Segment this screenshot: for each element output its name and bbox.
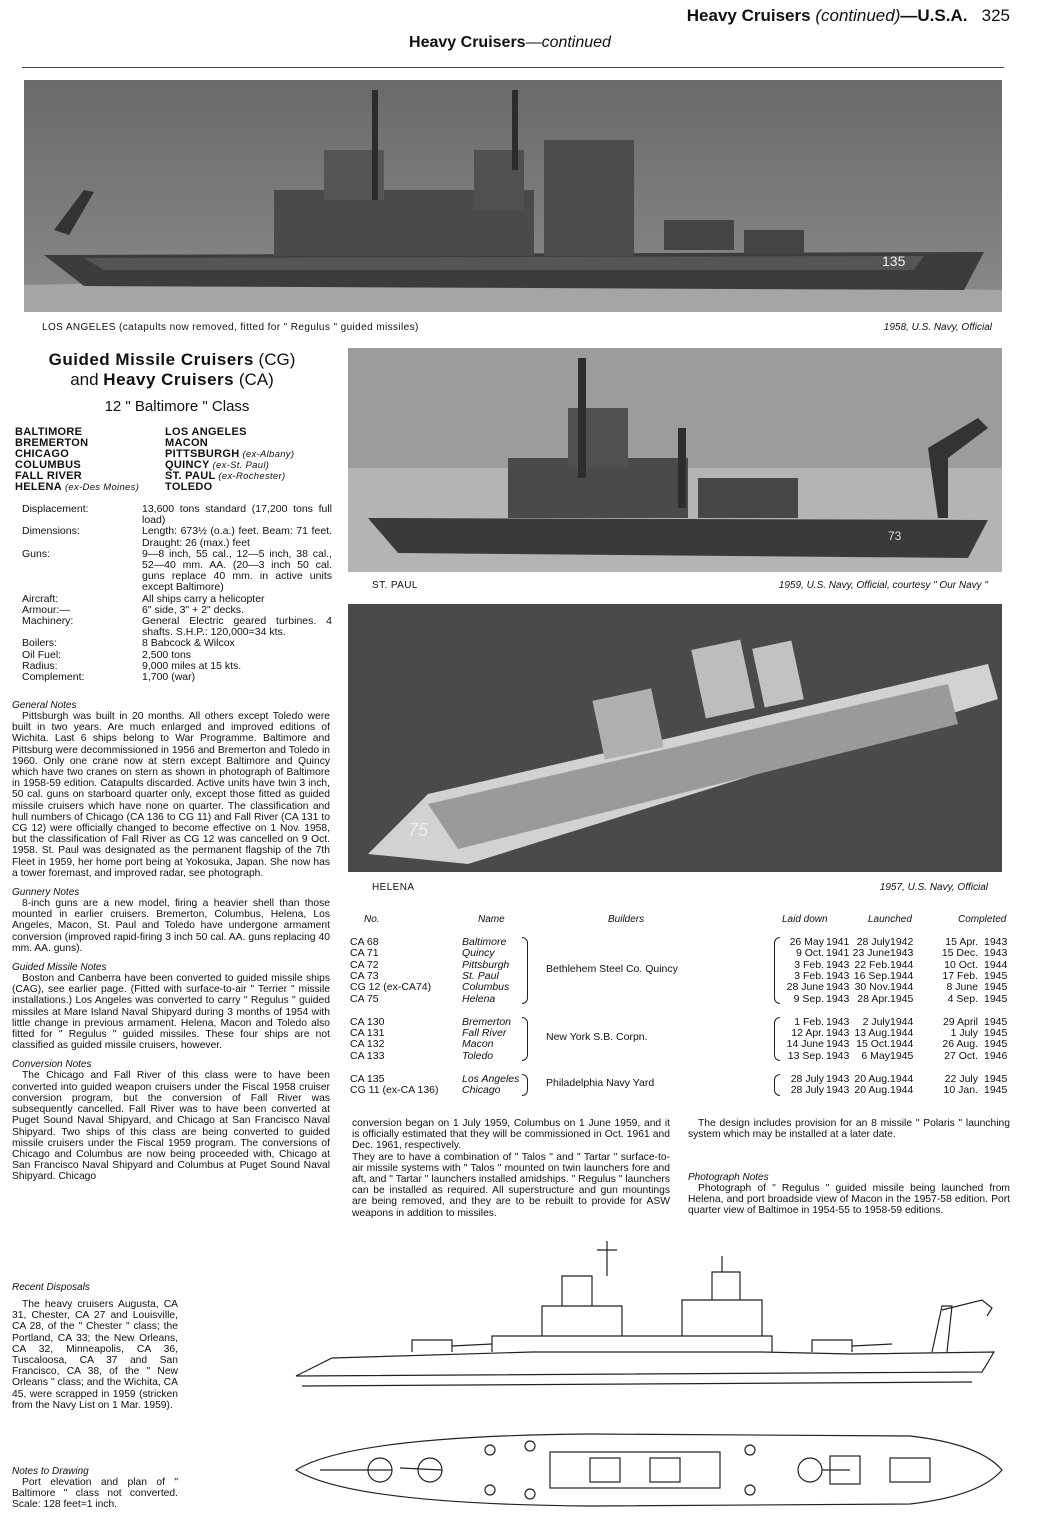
row-number: CA 133 xyxy=(350,1049,385,1062)
spec-machinery: Machinery: General Electric geared turbines. 4 shafts. S.H.P.: 120,000=34 kts. xyxy=(22,615,332,639)
col-header-launched: Launched xyxy=(868,914,912,925)
table-row xyxy=(350,1038,1015,1049)
row-laid-down-year: 1943 xyxy=(826,958,850,971)
row-builder: Philadelphia Navy Yard xyxy=(546,1077,655,1090)
general-notes-heading: General Notes xyxy=(12,700,77,711)
row-launched-year: 1944 xyxy=(890,1015,914,1028)
row-laid-down-year: 1943 xyxy=(826,1015,850,1028)
ship-name: MACON xyxy=(165,437,209,449)
running-head xyxy=(687,6,1010,26)
table-row xyxy=(350,1016,1015,1027)
col-header-laid-down: Laid down xyxy=(782,914,828,925)
row-ship-name: Baltimore xyxy=(462,936,507,948)
row-launched: 30 Nov. xyxy=(854,981,890,994)
row-number: CA 72 xyxy=(350,958,379,971)
builder-brace xyxy=(522,1074,528,1096)
row-number: CA 75 xyxy=(350,992,379,1005)
row-completed-year: 1943 xyxy=(984,936,1008,948)
ship-names-left xyxy=(15,427,165,493)
row-ship-name: Chicago xyxy=(462,1084,501,1097)
recent-disposals xyxy=(12,1282,178,1411)
row-completed-year: 1945 xyxy=(984,969,1008,982)
row-ship-name: Quincy xyxy=(462,947,495,960)
class-name: 12 " Baltimore " Class xyxy=(104,398,250,415)
recent-disposals-heading: Recent Disposals xyxy=(12,1282,90,1293)
spec-displacement: Displacement: 13,600 tons standard (17,200 tons full load) xyxy=(22,503,332,527)
row-launched-year: 1944 xyxy=(890,981,914,994)
row-launched: 2 July xyxy=(862,1015,890,1028)
row-launched-year: 1944 xyxy=(890,958,914,971)
ship-name: LOS ANGELES xyxy=(165,426,247,438)
row-completed-year: 1945 xyxy=(984,1027,1008,1040)
class-heading: Guided Missile Cruisers (CG) and Heavy Cruisers (CA) xyxy=(48,350,296,389)
photograph-notes xyxy=(688,1172,1010,1217)
row-ship-name: St. Paul xyxy=(462,969,499,982)
col-header-name: Name xyxy=(478,914,505,925)
row-laid-down-year: 1943 xyxy=(826,992,850,1005)
missile-notes: Boston and Canberra have been converted to guided missile ships (CAG), see earlier page. (Fitted with surface-to-air " Terrier " missile installations.) Los Angeles was converted to carry " Regulus " guided missiles at Mare Island Naval Shipyard during 3 months of 1954 with little change in previous armament. Helena, Macon and Toledo also fitted for " Regulus " guided missiles. These four ships are not classified as guided missile cruisers, however. xyxy=(12,973,330,1052)
row-launched: 6 May xyxy=(861,1049,890,1062)
drawing-plan xyxy=(290,1420,1006,1520)
col-header-no: No. xyxy=(364,914,380,925)
running-title-continued: (continued) xyxy=(815,6,901,25)
row-launched-year: 1943 xyxy=(890,947,914,960)
row-laid-down-year: 1943 xyxy=(826,1038,850,1051)
table-row xyxy=(350,1073,1015,1084)
ship-plan-drawing xyxy=(290,1420,1006,1520)
row-laid-down: 9 Oct. xyxy=(795,947,824,960)
row-launched: 28 Apr. xyxy=(857,992,890,1005)
caption-helena: HELENA xyxy=(372,882,415,893)
row-laid-down: 26 May xyxy=(789,936,824,948)
page-title: Heavy Cruisers—continued xyxy=(409,34,611,51)
row-ship-name: Columbus xyxy=(462,981,510,994)
row-laid-down: 28 June xyxy=(786,981,824,994)
spec-radius: Radius: 9,000 miles at 15 kts. xyxy=(22,659,242,672)
row-launched: 20 Aug. xyxy=(854,1084,890,1097)
ship-photo-los-angeles xyxy=(24,80,1002,312)
ship-photo-st-paul xyxy=(348,348,1002,572)
row-ship-name: Bremerton xyxy=(462,1015,512,1028)
specifications xyxy=(22,504,332,683)
polaris-design-note: The design includes provision for an 8 missile " Polaris " launching system which may be installed at a later date. xyxy=(688,1118,1010,1141)
table-row xyxy=(350,947,1015,958)
row-completed-year: 1945 xyxy=(984,1015,1008,1028)
spec-dimensions: Dimensions: Length: 673½ (o.a.) feet. Beam: 71 feet. Draught: 26 (max.) feet xyxy=(22,525,332,549)
col-header-builders: Builders xyxy=(608,914,645,925)
row-completed: 15 Dec. xyxy=(941,947,978,960)
ship-name: BALTIMORE xyxy=(15,426,83,438)
general-notes: Pittsburgh was built in 20 months. All others except Toledo were built in two years. Are much enlarged and improved editions of Wichita. Last 6 ships belong to War Programme. Baltimore and Pittsburg were decommissioned in 1956 and Bremerton and Toledo in 1960. Only one crane now at stern except Baltimore and Quincy which have two cranes on stern as shown in photograph of Baltimore in 1958-59 edition. Catapults discarded. Active units have twin 3 inch, 50 cal. guns on starboard quarter only, except those fitted as guided missile cruisers which have none on quarter. The classification and hull numbers of Chicago (CA 136 to CG 11) and Fall River (CA 131 to CG 12) were officially changed to become effective on 1 Nov. 1958, but the classification of Fall River as CG 12 was cancelled on 9 Oct. 1958. St. Paul was designated as the permanent flagship of the 7th Fleet in 1959, her home port being at Yokosuka, Japan. She now has a tower foremast, and improved radar, see photograph. xyxy=(12,711,330,879)
row-completed: 29 April xyxy=(942,1015,978,1028)
drawing-elevation xyxy=(292,1236,1004,1406)
row-launched-year: 1945 xyxy=(890,1049,914,1062)
col-header-completed: Completed xyxy=(958,914,1007,925)
row-completed: 27 Oct. xyxy=(944,1049,978,1062)
spec-aircraft: Aircraft: All ships carry a helicopter xyxy=(22,592,265,605)
row-laid-down: 1 Feb. xyxy=(794,1015,824,1028)
row-launched: 16 Sep. xyxy=(853,969,890,982)
row-completed: 1 July xyxy=(950,1027,978,1040)
row-ship-name: Helena xyxy=(462,992,496,1005)
ship-name: CHICAGO xyxy=(15,448,70,460)
row-laid-down: 14 June xyxy=(786,1038,824,1051)
drawing-notes xyxy=(12,1466,178,1511)
row-launched-year: 1944 xyxy=(890,969,914,982)
running-title-country: —U.S.A. xyxy=(900,6,968,25)
photo-helena xyxy=(348,604,1002,872)
ship-name: FALL RIVER xyxy=(15,470,82,482)
row-completed-year: 1945 xyxy=(984,992,1008,1005)
ship-name: BREMERTON xyxy=(15,437,89,449)
row-laid-down-year: 1941 xyxy=(826,947,850,960)
row-launched-year: 1944 xyxy=(890,1038,914,1051)
row-completed-year: 1944 xyxy=(984,958,1008,971)
conversion-notes-heading: Conversion Notes xyxy=(12,1059,92,1071)
builder-brace xyxy=(522,1017,528,1061)
row-completed-year: 1943 xyxy=(984,947,1008,960)
row-ship-name: Macon xyxy=(462,1038,494,1051)
row-number: CA 135 xyxy=(350,1073,385,1085)
ship-name: TOLEDO xyxy=(165,481,213,493)
row-completed: 22 July xyxy=(944,1073,978,1085)
row-laid-down: 3 Feb. xyxy=(794,958,824,971)
row-ship-name: Pittsburgh xyxy=(462,958,510,971)
row-laid-down-year: 1943 xyxy=(826,1073,850,1085)
row-launched-year: 1945 xyxy=(890,992,914,1005)
missile-notes-heading: Guided Missile Notes xyxy=(12,962,107,974)
row-number: CA 73 xyxy=(350,969,379,982)
hull-number-135: 135 xyxy=(882,253,906,269)
row-launched: 23 June xyxy=(852,947,890,960)
row-laid-down: 3 Feb. xyxy=(794,969,824,982)
row-launched: 28 July xyxy=(856,936,890,948)
row-laid-down-year: 1943 xyxy=(826,1049,850,1062)
dates-brace xyxy=(774,1017,780,1061)
builder-brace xyxy=(522,937,528,1004)
row-number: CG 11 (ex-CA 136) xyxy=(350,1084,439,1097)
credit-los-angeles: 1958, U.S. Navy, Official xyxy=(883,322,992,333)
dates-brace xyxy=(774,1074,780,1096)
row-laid-down: 13 Sep. xyxy=(787,1049,824,1062)
row-laid-down: 28 July xyxy=(790,1084,824,1097)
ship-name: COLUMBUS xyxy=(15,459,81,471)
row-number: CG 12 (ex-CA74) xyxy=(350,981,432,994)
row-completed: 17 Feb. xyxy=(942,969,978,982)
row-builder: New York S.B. Corpn. xyxy=(546,1031,648,1044)
caption-los-angeles: LOS ANGELES (catapults now removed, fitted for " Regulus " guided missiles) xyxy=(42,322,419,333)
ship-name: PITTSBURGH (ex-Albany) xyxy=(165,448,295,460)
table-row xyxy=(350,1027,1015,1038)
spec-complement: Complement: 1,700 (war) xyxy=(22,671,196,684)
row-completed: 15 Apr. xyxy=(945,936,978,948)
row-laid-down-year: 1943 xyxy=(826,1084,850,1097)
row-laid-down: 28 July xyxy=(790,1073,824,1085)
row-launched: 13 Aug. xyxy=(854,1027,890,1040)
row-ship-name: Fall River xyxy=(462,1027,507,1040)
ship-name: QUINCY (ex-St. Paul) xyxy=(165,459,270,471)
row-completed: 10 Jan. xyxy=(943,1084,978,1097)
row-launched-year: 1944 xyxy=(890,1084,914,1097)
page-number: 325 xyxy=(981,6,1010,25)
row-completed-year: 1945 xyxy=(984,1073,1008,1085)
header-rule xyxy=(22,67,1004,68)
table-row xyxy=(350,970,1015,981)
table-row xyxy=(350,981,1015,992)
conversion-notes: The Chicago and Fall River of this class were to have been converted into guided weapon cruisers under the Fiscal 1958 cruiser conversion program, but the conversion of Fall River was subsequently cancelled. Fall River was to have been converted at Puget Sound Naval Shipyard, and Chicago at San Francisco Naval Shipyard. Two ships of this class are being converted to guided missile cruisers under the Fiscal 1959 program. The conversions of Chicago and Columbus are now being proceeded with, Chicago at San Francisco Naval Shipyard and Columbus at Puget Sound Naval Shipyard. Chicago xyxy=(12,1070,330,1183)
row-completed-year: 1945 xyxy=(984,1038,1008,1051)
table-row xyxy=(350,936,1015,947)
table-row xyxy=(350,959,1015,970)
gunnery-notes: 8-inch guns are a new model, firing a heavier shell than those mounted in earlier cruisers. Bremerton, Columbus, Helena, Los Angeles, Macon, St. Paul and Toledo have undergone armament conversion (improved rapid-firing 3 inch 50 cal. AA. guns replacing 40 mm. AA. guns). xyxy=(12,898,330,954)
row-completed: 10 Oct. xyxy=(944,958,978,971)
row-builder: Bethlehem Steel Co. Quincy xyxy=(546,962,678,975)
credit-st-paul: 1959, U.S. Navy, Official, courtesy " Our Navy " xyxy=(778,580,988,591)
drawing-notes-text: Port elevation and plan of " Baltimore " class not converted. Scale: 128 feet=1 inch. xyxy=(12,1477,178,1511)
row-laid-down: 9 Sep. xyxy=(793,992,824,1005)
table-row xyxy=(350,993,1015,1004)
ship-elevation-drawing xyxy=(292,1236,1004,1406)
spec-guns: Guns: 9—8 inch, 55 cal., 12—5 inch, 38 cal., 52—40 mm. AA. (20—3 inch 50 cal. guns replace 40 mm. in active units except Baltimore) xyxy=(22,547,332,594)
row-completed: 4 Sep. xyxy=(947,992,978,1005)
row-number: CA 68 xyxy=(350,936,379,948)
hull-number-75: 75 xyxy=(408,820,429,840)
photo-los-angeles xyxy=(24,80,1002,312)
row-completed: 26 Aug. xyxy=(942,1038,978,1051)
credit-helena: 1957, U.S. Navy, Official xyxy=(879,882,988,893)
caption-st-paul: ST. PAUL xyxy=(372,580,418,591)
row-launched: 22 Feb. xyxy=(854,958,890,971)
table-row xyxy=(350,1050,1015,1061)
notes-left-column xyxy=(12,700,330,1183)
drawing-notes-heading: Notes to Drawing xyxy=(12,1466,89,1477)
ship-name: HELENA (ex-Des Moines) xyxy=(15,481,140,493)
row-number: CA 130 xyxy=(350,1015,385,1028)
conversion-notes-continued: conversion began on 1 July 1959, Columbus on 1 June 1959, and it is officially estimated that they will be commissioned in Oct. 1961 and Dec. 1961, respectively. They are to have a combination of " Talos " and " Tartar " surface-to-air missile systems with " Talos " mounted on twin launchers fore and aft, and " Tartar " launchers installed amidships. " Regulus " launchers can be installed as required. All superstructure and gun mountings are being removed, and they are to be rebuilt to provide for ASW weapons in addition to missiles. xyxy=(352,1118,670,1219)
row-launched-year: 1944 xyxy=(890,1073,914,1085)
spec-armour: Armour:— 6" side, 3" + 2" decks. xyxy=(22,603,244,616)
row-number: CA 71 xyxy=(350,947,379,960)
row-ship-name: Los Angeles xyxy=(462,1073,520,1085)
row-completed-year: 1945 xyxy=(984,981,1008,994)
spec-oil-fuel: Oil Fuel: 2,500 tons xyxy=(22,648,192,661)
row-launched: 20 Aug. xyxy=(854,1073,890,1085)
hull-number-73: 73 xyxy=(888,529,902,543)
gunnery-notes-heading: Gunnery Notes xyxy=(12,887,80,899)
row-laid-down-year: 1941 xyxy=(826,936,850,948)
ship-photo-helena xyxy=(348,604,1002,872)
recent-disposals-text: The heavy cruisers Augusta, CA 31, Chester, CA 27 and Louisville, CA 28, of the " Chester " class; the Portland, CA 33; the New Orleans, CA 32, Minneapolis, CA 36, Tuscaloosa, CA 37 and San Francisco, CA 38, of the " New Orleans " class; and the Wichita, CA 45, were scrapped in 1959 (stricken from the Navy List on 1 Mar. 1959). xyxy=(12,1299,178,1411)
dates-brace xyxy=(774,937,780,1004)
row-launched-year: 1942 xyxy=(890,936,914,948)
row-completed-year: 1945 xyxy=(984,1084,1008,1097)
photo-st-paul xyxy=(348,348,1002,572)
photograph-notes-heading: Photograph Notes xyxy=(688,1172,769,1183)
row-number: CA 132 xyxy=(350,1038,385,1051)
ship-name: ST. PAUL (ex-Rochester) xyxy=(165,470,286,482)
row-laid-down-year: 1943 xyxy=(826,1027,850,1040)
row-launched: 15 Oct. xyxy=(856,1038,890,1051)
spec-boilers: Boilers: 8 Babcock & Wilcox xyxy=(22,637,235,650)
row-completed: 8 June xyxy=(946,981,978,994)
ship-names-right xyxy=(165,427,345,493)
table-row xyxy=(350,1084,1015,1095)
ship-table xyxy=(350,912,1015,1097)
photograph-notes-text: Photograph of " Regulus " guided missile being launched from Helena, and port broadside view of Macon in the 1957-58 edition. Port quarter view of Baltimoe in 1954-55 to 1958-59 editions. xyxy=(688,1183,1010,1217)
row-laid-down: 12 Apr. xyxy=(791,1027,824,1040)
row-laid-down-year: 1943 xyxy=(826,981,850,994)
row-number: CA 131 xyxy=(350,1027,385,1040)
row-launched-year: 1944 xyxy=(890,1027,914,1040)
row-ship-name: Toledo xyxy=(462,1049,494,1062)
running-title: Heavy Cruisers xyxy=(686,6,811,25)
row-completed-year: 1946 xyxy=(984,1049,1008,1062)
row-laid-down-year: 1943 xyxy=(826,969,850,982)
